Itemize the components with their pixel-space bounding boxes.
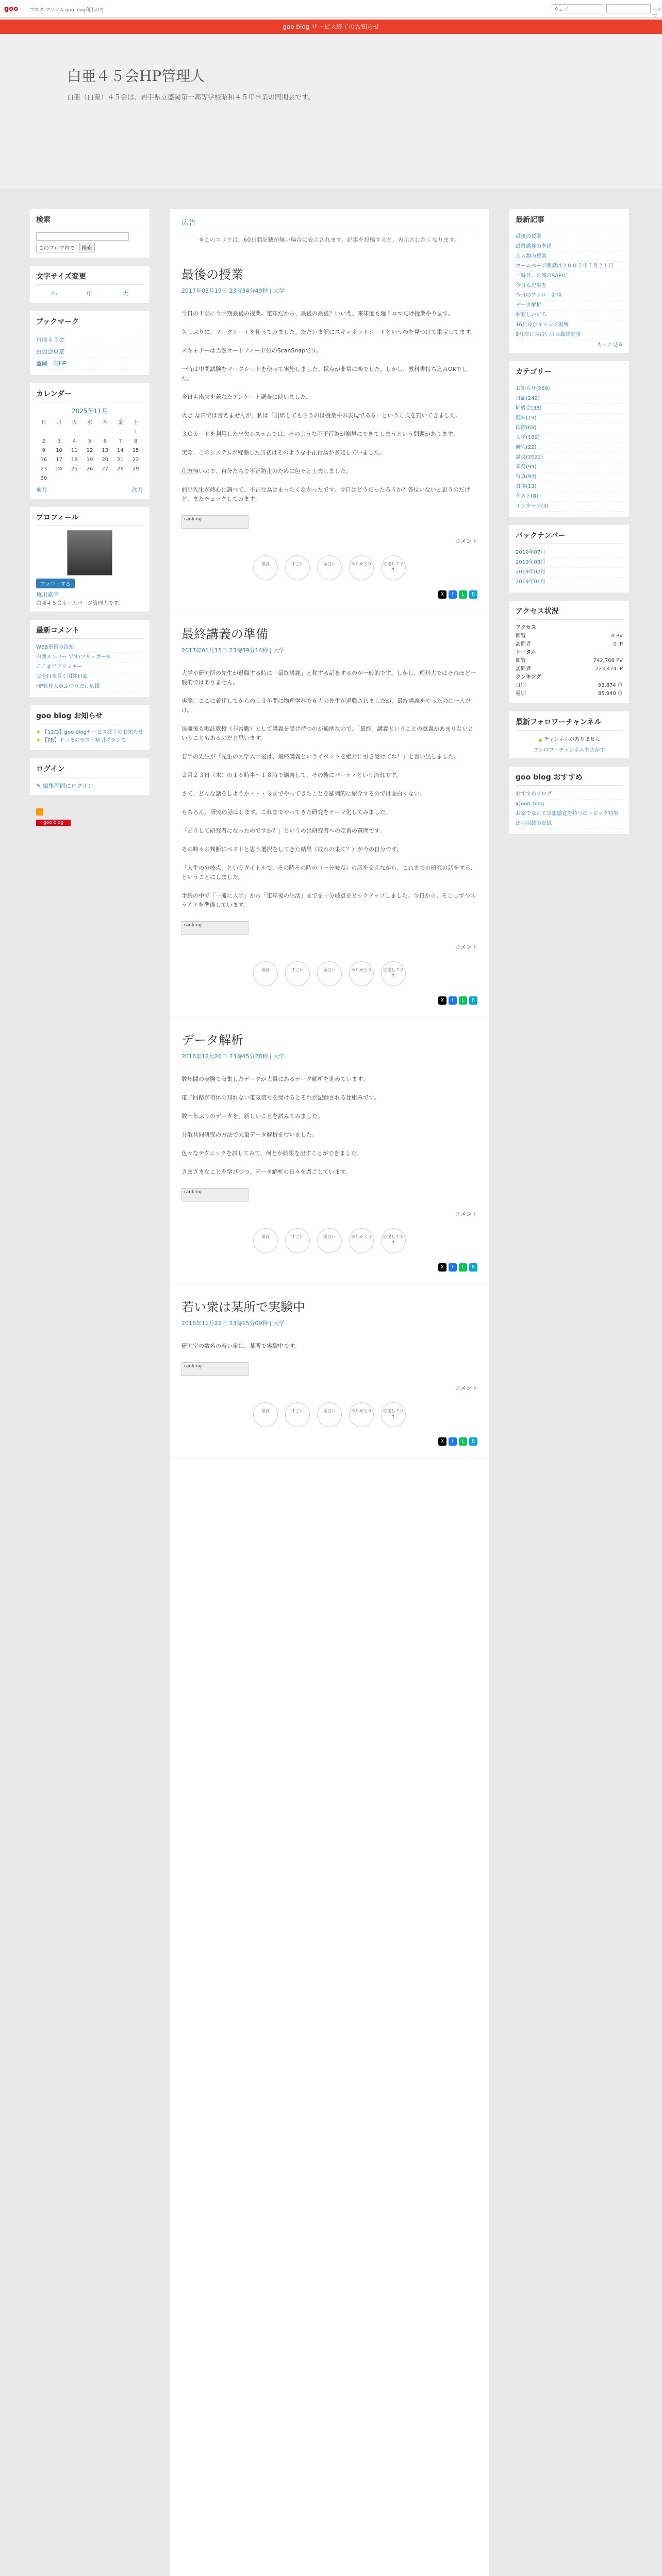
post-title[interactable]: 若い衆は某所で実験中	[181, 1300, 305, 1314]
goo-logo[interactable]: goo	[4, 5, 19, 13]
calendar-month: 2025年11月	[72, 408, 108, 415]
profile-heading: プロフィール	[36, 512, 143, 526]
calendar-day: 9	[42, 448, 46, 453]
rank-row-value: 93,874 位	[598, 683, 623, 688]
recommend-link[interactable]: お家でなれて冥想感覚を持つのトピック特集	[516, 811, 619, 817]
blog-post	[170, 1018, 489, 1284]
post-date[interactable]: 2016年11月22日 23時15分09秒 | 大学	[181, 1320, 285, 1327]
post-paragraph: 大学や研究所の先生が退職する時に「最終講義」と称する話をするのが一般的です。しかし、理科大ではそれほど一般的ではありません。	[181, 670, 476, 686]
post-paragraph: 今日の１限に今学期最後の授業。定年だから、最後の最後？いいえ、来年度も週１コマだけ授業やります。	[181, 310, 454, 317]
recent-post-link[interactable]: 最後の授業	[516, 234, 541, 240]
calendar-day: 30	[40, 476, 47, 481]
blog-search-input[interactable]	[36, 232, 129, 241]
reaction-button[interactable]: 面白い	[317, 961, 342, 986]
post-title[interactable]: 最後の授業	[181, 267, 243, 282]
calendar-day: 28	[117, 466, 124, 472]
calendar-day: 5	[88, 438, 92, 444]
post-paragraph: 手続の中で「一流に入学」から「定年後の生活」までを十分岐点をピックアップしました。今日から、そこしずつスライドを準備しています。	[181, 892, 476, 908]
comment-link[interactable]: 白亜メンバー です/ソリ・ガール	[36, 654, 111, 660]
ranking-banner[interactable]: ranking	[181, 1188, 249, 1201]
x-share-icon[interactable]: X	[438, 590, 446, 599]
reaction-button[interactable]: 面白い	[317, 555, 342, 580]
calendar-grid	[36, 418, 143, 483]
calendar-blank	[113, 428, 128, 437]
reaction-button[interactable]: 最高	[253, 1228, 278, 1253]
reaction-button[interactable]: すごい	[285, 555, 310, 580]
calendar-day: 21	[117, 457, 124, 463]
comment-link[interactable]: WEB更新の告知	[36, 645, 74, 650]
calendar-weekday: 金	[118, 420, 123, 426]
blog-post	[170, 252, 489, 612]
calendar-day: 18	[71, 457, 78, 463]
access-label: アクセス	[516, 625, 536, 631]
category-link[interactable]: 趣味(19)	[516, 415, 537, 421]
calendar-day: 19	[86, 457, 93, 463]
post-paragraph: 若手の先生が「先生の大学入学後は、最終講義というイベントを絶対に引き受けてね！」と言い出しました。	[181, 753, 459, 760]
calendar-weekday: 木	[102, 420, 108, 426]
top-bar	[0, 0, 662, 18]
reaction-button[interactable]: ありがとう	[349, 1402, 374, 1427]
top-links[interactable]: ブログ マンガム goo blog利用の方	[30, 8, 104, 13]
post-paragraph: 数十年ぶりのデータを、新しいことを試みてみました。	[181, 1113, 323, 1120]
calendar-heading: カレンダー	[36, 388, 143, 402]
calendar-weekday: 水	[87, 420, 92, 426]
calendar-day: 25	[71, 466, 78, 472]
comment-link[interactable]: コメント	[455, 944, 477, 951]
post-paragraph: 今日も出欠を兼ねたアンケート調査に使いました。	[181, 394, 312, 400]
blog-post	[170, 1284, 489, 1459]
calendar-weekday: 火	[72, 420, 77, 426]
reaction-button[interactable]: ありがとう	[349, 1228, 374, 1253]
hatena-share-icon[interactable]: B	[469, 1263, 477, 1272]
calendar-weekday: 土	[133, 420, 139, 426]
blog-search-scope[interactable]: このブログ内で	[36, 243, 77, 252]
calendar-day: 27	[102, 466, 109, 472]
post-paragraph: 仕方無いので、自分たちで不正防止のために色々と工夫しました。	[181, 468, 352, 474]
category-box	[509, 361, 629, 517]
find-channel-link[interactable]: フォロワーチャンネルをさがす	[533, 748, 605, 753]
login-box	[30, 758, 150, 795]
calendar-day: 8	[134, 438, 138, 444]
comment-link[interactable]: コメント	[455, 538, 477, 545]
bookmark-box	[30, 311, 150, 375]
category-link[interactable]: 業務(99)	[516, 464, 537, 470]
calendar-blank	[36, 428, 52, 437]
reaction-button[interactable]: 最高	[253, 1402, 278, 1427]
post-paragraph: 大き な声では言えませんが、私は「出席してもらうのは授業中の表現である」という方式を貫いてきました。	[181, 412, 461, 419]
post-date[interactable]: 2017年01月15日 23時39分14秒 | 大学	[181, 647, 285, 654]
calendar-day: 24	[56, 466, 62, 472]
profile-box	[30, 507, 150, 612]
category-link[interactable]: 国際(69)	[516, 425, 537, 431]
blog-post	[170, 612, 489, 1018]
access-row-value: 0 IP	[613, 641, 623, 647]
recent-post-link[interactable]: 9月だけの古い日目最終記事	[516, 332, 581, 337]
total-row-value: 742,768 PV	[593, 658, 623, 664]
calendar-weekday: 日	[41, 420, 46, 426]
notice-link[interactable]: 【PR】ドコモのラスト割引プランで	[42, 738, 126, 743]
total-row-label: 閲覧	[516, 658, 526, 664]
recommend-link[interactable]: 出羽羽越の記憶	[516, 821, 552, 826]
recent-post-link[interactable]: お楽しいだろ	[516, 312, 547, 318]
post-paragraph: さまざまなことを学びつつ、データ解析の日々を過ごしています。	[181, 1168, 351, 1175]
category-heading: カテゴリー	[516, 366, 623, 380]
post-paragraph: さて、どんな話をしようか・・・今までやってきたことを羅列的に紹介するのでは面白くない。	[181, 790, 425, 797]
post-paragraph: もちろん、研究の話はします。これまでやってきた研究をテーマ化してみました。	[181, 809, 391, 816]
calendar-day: 14	[117, 448, 124, 453]
reaction-button[interactable]: すごい	[285, 1228, 310, 1253]
recent-comments-heading: 最新コメント	[36, 625, 143, 639]
reaction-button[interactable]: 最高	[253, 555, 278, 580]
total-row-label: 訪問者	[516, 666, 531, 672]
reaction-button[interactable]: すごい	[285, 1402, 310, 1427]
recent-post-link[interactable]: データ解析	[516, 302, 541, 308]
share-buttons	[181, 590, 477, 599]
font-size-box	[30, 266, 150, 303]
calendar-day: 13	[102, 448, 109, 453]
recent-post-link[interactable]: 一時目、公開のSAPIに	[516, 273, 569, 279]
post-paragraph: 一時は中間試験をマークシートを使って実施しました。採点が非常に楽でした。しかし、教科書持ち込みOKでした。	[181, 366, 468, 382]
search-input[interactable]	[606, 4, 651, 13]
calendar-day: 17	[56, 457, 62, 463]
blog-search-button[interactable]: 検索	[79, 243, 95, 252]
reaction-button[interactable]: 応援してます	[381, 1228, 406, 1253]
calendar-day: 2	[42, 438, 46, 444]
hatena-share-icon[interactable]: B	[469, 996, 477, 1005]
post-paragraph: ２月２３日（木）の１６時半〜１８時で講義して、その後にパーティという流れです。	[181, 772, 402, 778]
comment-link[interactable]: コメント	[455, 1211, 477, 1217]
access-heading: アクセス状況	[516, 606, 623, 620]
reaction-button[interactable]: 面白い	[317, 1402, 342, 1427]
category-link[interactable]: 同級会(38)	[516, 405, 542, 411]
recommend-link[interactable]: @goo_blog	[516, 801, 544, 807]
more-link[interactable]: もっと見る	[597, 342, 623, 348]
recent-post-link[interactable]: 大人数の授業	[516, 253, 547, 259]
line-share-icon[interactable]: L	[459, 1437, 467, 1446]
calendar-weekday: 月	[56, 420, 62, 426]
post-date[interactable]: 2016年12月26日 23時45分28秒 | 大学	[181, 1053, 285, 1060]
edit-icon: ✎	[36, 783, 41, 789]
font-small-button[interactable]: 小	[51, 290, 57, 297]
calendar-day: 29	[132, 466, 139, 472]
blog-title[interactable]: 白亜４５会HP管理人	[67, 67, 205, 84]
category-link[interactable]: インターン(3)	[516, 503, 549, 509]
backnumber-box	[509, 525, 629, 592]
search-heading: 検索	[36, 214, 143, 228]
calendar-day: 3	[57, 438, 61, 444]
font-large-button[interactable]: 大	[122, 290, 129, 297]
rank-row-label: 週別	[516, 691, 526, 697]
ad-text: ※このエリアは、60日間記載が無い場合に表示されます。記事を投稿すると、表示されなくなります。	[199, 236, 460, 243]
search-scope-select[interactable]: ウェブ	[552, 4, 603, 13]
bookmark-link[interactable]: 白亜４５会	[36, 336, 64, 343]
calendar-next-link[interactable]: 次月	[132, 486, 143, 493]
comment-link[interactable]: HP管理人がふつうだけ応援	[36, 684, 100, 689]
backnumber-heading: バックナンバー	[516, 530, 623, 544]
rss-icon[interactable]	[36, 808, 43, 816]
post-paragraph: 色々なテクニックを試してみて、何とか結果を出すことができました。	[181, 1150, 362, 1157]
reaction-buttons	[181, 1228, 477, 1253]
facebook-share-icon[interactable]: f	[449, 996, 457, 1005]
line-share-icon[interactable]: L	[459, 996, 467, 1005]
post-date[interactable]: 2017年03月19日 23時34分49秒 | 大学	[181, 287, 285, 294]
post-paragraph: スキャナーは当然オートフィード付のScanSnapです。	[181, 347, 322, 354]
goo-blog-banner[interactable]: goo blog	[36, 820, 71, 826]
rank-label: ランキング	[516, 674, 541, 680]
calendar-day: 6	[103, 438, 107, 444]
reaction-button[interactable]: ありがとう	[349, 961, 374, 986]
font-medium-button[interactable]: 中	[86, 290, 93, 297]
post-paragraph: 数年間の実験で収集したデータが大量にあるデータ解析を進めています。	[181, 1076, 369, 1082]
warning-icon: ▲	[538, 737, 542, 742]
ranking-banner[interactable]: ranking	[181, 921, 249, 935]
post-paragraph: 退職後も嘱託教授（非常勤）として講義を受け持つのが通例なので、「最終」講義ということの意義があまりないということもあるのだと思います。	[181, 725, 474, 741]
calendar-day: 20	[102, 457, 109, 463]
recent-comments-box	[30, 620, 150, 697]
follower-heading: 最新フォロワーチャンネル	[516, 717, 623, 731]
profile-name[interactable]: 亀川嘉幸	[36, 591, 59, 598]
main-column	[170, 209, 489, 2576]
access-row-value: 0 PV	[611, 633, 623, 639]
category-link[interactable]: ゲスト(8)	[516, 494, 538, 499]
recent-post-link[interactable]: 16日及びキャンプ場所	[516, 322, 569, 328]
post-title[interactable]: 最終講義の準備	[181, 627, 268, 641]
calendar-day: 15	[132, 448, 139, 453]
calendar-blank	[52, 428, 67, 437]
calendar-day: 23	[40, 466, 47, 472]
calendar-day: 26	[86, 466, 93, 472]
total-label: トータル	[516, 650, 536, 655]
goo-notice-heading: goo blog お知らせ	[36, 710, 143, 724]
calendar-blank	[97, 428, 113, 437]
x-share-icon[interactable]: X	[438, 996, 446, 1005]
calendar-day: 16	[40, 457, 47, 463]
access-row-label: 訪問者	[516, 641, 531, 647]
login-heading: ログイン	[36, 764, 143, 777]
goo-recommend-heading: goo blog おすすめ	[516, 772, 623, 786]
reaction-button[interactable]: すごい	[285, 961, 310, 986]
profile-photo	[67, 530, 112, 575]
calendar-blank	[67, 428, 82, 437]
search-box	[30, 209, 150, 258]
calendar-day: 11	[71, 448, 78, 453]
category-link[interactable]: 研究(22)	[516, 445, 537, 450]
calendar-day: 10	[56, 448, 62, 453]
recent-post-link[interactable]: ホームページ開設は２００５年７月２１日	[516, 263, 614, 269]
calendar-day: 22	[132, 457, 139, 463]
hatena-share-icon[interactable]: B	[469, 1437, 477, 1446]
calendar-day: 4	[73, 438, 76, 444]
star-icon: ★	[36, 730, 41, 735]
share-buttons	[181, 1437, 477, 1446]
recent-posts-heading: 最新記事	[516, 214, 623, 228]
share-buttons	[181, 996, 477, 1005]
post-paragraph: 分散共同研究の方法で大量データ解析を行いました。	[181, 1131, 318, 1138]
bookmark-heading: ブックマーク	[36, 316, 143, 330]
recent-posts-box	[509, 209, 629, 353]
notice-link[interactable]: 【12/3】goo blogサービス終了のお知らせ	[42, 730, 143, 735]
share-buttons	[181, 1263, 477, 1272]
x-share-icon[interactable]: X	[438, 1437, 446, 1446]
profile-text: 白亜４５会ホームページ管理人です。	[36, 601, 123, 606]
category-link[interactable]: 日記(249)	[516, 396, 540, 401]
font-size-heading: 文字サイズ変更	[36, 271, 143, 285]
reaction-button[interactable]: 応援してます	[381, 961, 406, 986]
category-link[interactable]: 食事(13)	[516, 484, 537, 489]
category-link[interactable]: 写真(93)	[516, 474, 537, 480]
comment-link[interactable]: ここまでアリッキー	[36, 664, 82, 670]
facebook-share-icon[interactable]: f	[449, 1263, 457, 1272]
no-channel-text: チャンネルがありません	[543, 737, 601, 742]
recent-post-link[interactable]: 最終講義の準備	[516, 244, 552, 249]
total-row-value: 223,474 IP	[595, 666, 623, 672]
reaction-buttons	[181, 961, 477, 986]
post-paragraph: 「人生の分岐点」というタイトルで、その時その時の（一分岐点）の話を交えながら、これまでの研究の話をする、ということにしました。	[181, 865, 476, 880]
post-paragraph: 実際、このシステムが稼働した当初はそのような不正行為が多発していました。	[181, 449, 385, 456]
comment-link[interactable]: 完全日本長く国体日誌	[36, 674, 88, 680]
login-link[interactable]: 編集画面にログイン	[42, 783, 94, 789]
reaction-buttons	[181, 1402, 477, 1427]
post-paragraph: 研究室の数名の若い衆は、某所で実験中です。	[181, 1343, 301, 1349]
calendar-box	[30, 383, 150, 499]
help-link[interactable]: ヘルプ	[653, 7, 662, 19]
category-link[interactable]: 大学(189)	[516, 435, 540, 440]
goo-notice-box	[30, 705, 150, 750]
post-paragraph: 電子回路が得体の知れない電気信号を受けるとそれが記録される仕組みです。	[181, 1094, 380, 1101]
follow-button[interactable]: フォローする	[36, 579, 75, 588]
access-row-label: 閲覧	[516, 633, 526, 639]
reaction-button[interactable]: 面白い	[317, 1228, 342, 1253]
ranking-banner[interactable]: ranking	[181, 515, 249, 529]
post-title[interactable]: データ解析	[181, 1033, 243, 1047]
reaction-button[interactable]: 応援してます	[381, 1402, 406, 1427]
reaction-buttons	[181, 555, 477, 580]
follower-box	[509, 711, 629, 758]
category-link[interactable]: お知らせ(269)	[516, 386, 550, 392]
service-notice-banner[interactable]: goo blog サービス終了のお知らせ	[0, 20, 662, 34]
recent-post-link[interactable]: 今月も記事を	[516, 283, 547, 289]
bookmark-link[interactable]: 盛岡一高HP	[36, 360, 67, 367]
backnumber-link[interactable]: 2019年03月	[516, 560, 546, 565]
access-box	[509, 601, 629, 703]
ad-heading: 広告	[181, 217, 477, 231]
blog-header	[0, 34, 662, 189]
backnumber-link[interactable]: 2019年01月	[516, 579, 546, 585]
category-link[interactable]: 論文(2022)	[516, 454, 543, 460]
right-sidebar	[509, 209, 629, 842]
ad-area	[170, 209, 489, 252]
line-share-icon[interactable]: L	[459, 1263, 467, 1272]
calendar-day: 7	[119, 438, 122, 444]
x-share-icon[interactable]: X	[438, 1263, 446, 1272]
recent-post-link[interactable]: 今月のフォロー記事	[516, 293, 562, 298]
reaction-button[interactable]: 応援してます	[381, 555, 406, 580]
left-sidebar	[30, 209, 150, 831]
reaction-button[interactable]: ありがとう	[349, 555, 374, 580]
rank-row-value: 85,940 位	[598, 691, 623, 697]
blog-description: 白亜（白堊）４５会は、岩手県立盛岡第一高等学校昭和４５年卒業の同期会です。	[67, 94, 315, 101]
post-paragraph: 久しぶりに、マークシートを使ってみました。ただいま記にスキャネットシートというのを見つけて重宝してます。	[181, 329, 476, 335]
post-paragraph: 実際、ここに着任してからの１３年間に物理学科で６人の先生が退職されましたが、最終講義をやったのは一人だけ。	[181, 698, 471, 714]
calendar-day: 12	[86, 448, 93, 453]
post-paragraph: その時々の判断にベストと思う選択をしてきた結果（成れの果て？）が今の自分です。	[181, 846, 403, 853]
ranking-banner[interactable]: ranking	[181, 1362, 249, 1376]
star-icon: ★	[36, 738, 41, 743]
goo-recommend-box	[509, 767, 629, 834]
calendar-day: 1	[134, 429, 138, 435]
facebook-share-icon[interactable]: f	[449, 590, 457, 599]
comment-link[interactable]: コメント	[455, 1385, 477, 1392]
calendar-blank	[82, 428, 97, 437]
facebook-share-icon[interactable]: f	[449, 1437, 457, 1446]
posts-list	[170, 252, 489, 1459]
rank-row-label: 日別	[516, 683, 526, 688]
backnumber-link[interactable]: 2019年02月	[516, 569, 546, 575]
recommend-link[interactable]: おすすめブログ	[516, 791, 552, 797]
bookmark-link[interactable]: 白亜会東京	[36, 348, 64, 355]
line-share-icon[interactable]: L	[459, 590, 467, 599]
backnumber-link[interactable]: 2019年07月	[516, 550, 546, 555]
reaction-button[interactable]: 最高	[253, 961, 278, 986]
post-paragraph: 「どうして研究者になったのですか？」というのは研究者への定番の質問です。	[181, 827, 386, 834]
hatena-share-icon[interactable]: B	[469, 590, 477, 599]
calendar-prev-link[interactable]: 前月	[36, 486, 47, 493]
post-paragraph: ３Ｃカードを利用した出欠システムでは、そのような不正行為が簡単にできてしまうという問題があります。	[181, 431, 459, 437]
post-paragraph: 前出先生が熱心に調べて、不正行為はまったくなかったです。今日はどうだったろうか？各位いないと思うのだけど、またチェックしてみます。	[181, 486, 470, 502]
